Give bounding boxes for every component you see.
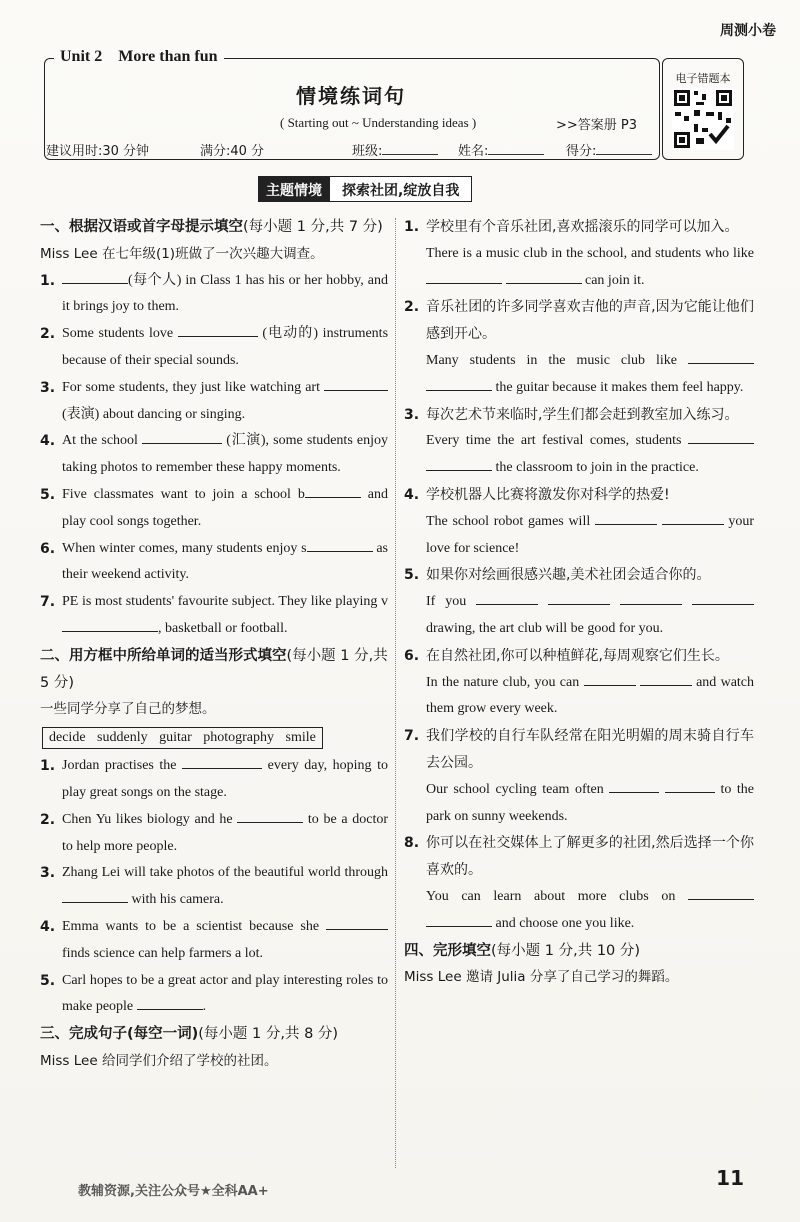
s3-q4: 4. 学校机器人比赛将激发你对科学的热爱! bbox=[404, 486, 670, 503]
s3-q3-blank-1[interactable] bbox=[688, 429, 754, 444]
s2-q4-blank[interactable] bbox=[326, 915, 388, 930]
topic-label: 主题情境 bbox=[258, 176, 330, 202]
s1-q4: 4. At the school (汇演), some students enjoy taking photos to remember these happy moments. bbox=[40, 428, 388, 482]
s1-q7-blank[interactable] bbox=[62, 617, 158, 632]
section-3-title: 三、完成句子(每空一词)(每小题 1 分,共 8 分) bbox=[40, 1026, 339, 1043]
s3-q2-blank-1[interactable] bbox=[688, 349, 754, 364]
answer-reference: >>答案册 P3 bbox=[556, 118, 638, 133]
topic-banner bbox=[258, 176, 472, 202]
s3-q5-blank-1[interactable] bbox=[476, 590, 538, 605]
s1-q6: 6. When winter comes, many students enjoy s as their weekend activity. bbox=[40, 536, 388, 590]
class-field: 班级: bbox=[352, 140, 438, 159]
qr-code-icon[interactable] bbox=[672, 88, 734, 150]
s3-q2-blank-2[interactable] bbox=[426, 376, 492, 391]
section-2-title: 二、用方框中所给单词的适当形式填空(每小题 1 分,共 5 分) bbox=[40, 647, 388, 691]
s3-q3-en: Every time the art festival comes, students the classroom to join in the practice. bbox=[404, 428, 754, 482]
s3-q6-blank-1[interactable] bbox=[584, 671, 636, 686]
s2-q5-blank[interactable] bbox=[137, 995, 203, 1010]
s3-q8-blank-1[interactable] bbox=[688, 885, 754, 900]
s3-q5-blank-4[interactable] bbox=[692, 590, 754, 605]
s3-q4-blank-2[interactable] bbox=[662, 510, 724, 525]
section-1-title: 一、根据汉语或首字母提示填空(每小题 1 分,共 7 分) bbox=[40, 219, 383, 235]
word-box: decide suddenly guitar photography smile bbox=[42, 727, 323, 749]
page-number: 11 bbox=[716, 1166, 744, 1190]
s3-q4-blank-1[interactable] bbox=[595, 510, 657, 525]
full-score: 满分:40 分 bbox=[200, 144, 265, 159]
s1-q3-blank[interactable] bbox=[324, 376, 388, 391]
s3-q5: 5. 如果你对绘画很感兴趣,美术社团会适合你的。 bbox=[404, 567, 711, 584]
s3-q6-en: In the nature club, you can and watch them grow every week. bbox=[404, 670, 754, 724]
s3-q5-blank-3[interactable] bbox=[620, 590, 682, 605]
s1-q1: 1. (每个人) in Class 1 has his or her hobby, and it brings joy to them. bbox=[40, 268, 388, 322]
section-2-intro: 一些同学分享了自己的梦想。 bbox=[40, 701, 216, 718]
s2-q4: 4. Emma wants to be a scientist because she finds science can help farmers a lot. bbox=[40, 914, 388, 968]
s3-q6-blank-2[interactable] bbox=[640, 671, 692, 686]
s2-q2: 2. Chen Yu likes biology and he to be a doctor to help more people. bbox=[40, 807, 388, 861]
s3-q1-blank-1[interactable] bbox=[426, 269, 502, 284]
s3-q8-en: You can learn about more clubs on and choose one you like. bbox=[404, 884, 754, 938]
s3-q6: 6. 在自然社团,你可以种植鲜花,每周观察它们生长。 bbox=[404, 647, 729, 664]
s3-q1-en: There is a music club in the school, and students who like can join it. bbox=[426, 245, 754, 288]
s2-q5: 5. Carl hopes to be a great actor and play interesting roles to make people . bbox=[40, 972, 388, 1015]
s3-q5-en: If you drawing, the art club will be good for you. bbox=[404, 589, 754, 643]
s1-q2-blank[interactable] bbox=[178, 322, 258, 337]
right-column bbox=[404, 214, 754, 991]
footer-text: 教辅资源,关注公众号★全科AA+ bbox=[78, 1184, 269, 1199]
s1-q3: 3. For some students, they just like watching art (表演) about dancing or singing. bbox=[40, 375, 388, 429]
s2-q3-blank[interactable] bbox=[62, 888, 128, 903]
s3-q2: 2. 音乐社团的许多同学喜欢吉他的声音,因为它能让他们感到开心。 bbox=[404, 299, 754, 343]
s3-q3-blank-2[interactable] bbox=[426, 456, 492, 471]
s3-q8-blank-2[interactable] bbox=[426, 912, 492, 927]
column-divider bbox=[395, 218, 396, 1168]
s3-q3: 3. 每次艺术节来临时,学生们都会赶到教室加入练习。 bbox=[404, 406, 739, 423]
s1-q6-blank[interactable] bbox=[307, 537, 373, 552]
section-tag: 周测小卷 bbox=[720, 23, 776, 39]
section-4-title: 四、完形填空(每小题 1 分,共 10 分) bbox=[404, 942, 641, 959]
section-4-intro: Miss Lee 邀请 Julia 分享了自己学习的舞蹈。 bbox=[404, 969, 679, 986]
s1-q1-blank[interactable] bbox=[62, 269, 128, 284]
s3-q7: 7. 我们学校的自行车队经常在阳光明媚的周末骑自行车去公园。 bbox=[404, 728, 754, 771]
score-field: 得分: bbox=[566, 140, 652, 159]
unit-title: Unit 2 More than fun bbox=[54, 48, 224, 66]
s3-q7-blank-1[interactable] bbox=[609, 778, 659, 793]
s2-q2-blank[interactable] bbox=[237, 808, 303, 823]
s2-q1: 1. Jordan practises the every day, hoping to play great songs on the stage. bbox=[40, 753, 388, 807]
suggested-time: 建议用时:30 分钟 bbox=[46, 144, 150, 159]
topic-text: 探索社团,绽放自我 bbox=[330, 176, 472, 202]
s3-q2-en: Many students in the music club like the guitar because it makes them feel happy. bbox=[404, 348, 754, 402]
s1-q4-blank[interactable] bbox=[142, 429, 222, 444]
page-subtitle: ( Starting out ~ Understanding ideas ) bbox=[280, 115, 477, 130]
s1-q5: 5. Five classmates want to join a school b and play cool songs together. bbox=[40, 482, 388, 536]
s3-q8: 8. 你可以在社交媒体上了解更多的社团,然后选择一个你喜欢的。 bbox=[404, 835, 754, 879]
name-field: 姓名: bbox=[458, 140, 544, 159]
page-title: 情境练词句 bbox=[296, 84, 406, 108]
s3-q7-en: Our school cycling team often to the park on sunny weekends. bbox=[404, 777, 754, 831]
s3-q1: 1. 学校里有个音乐社团,喜欢摇滚乐的同学可以加入。 bbox=[404, 219, 739, 235]
s1-q2: 2. Some students love (电动的) instruments because of their special sounds. bbox=[40, 321, 388, 375]
section-3-intro: Miss Lee 给同学们介绍了学校的社团。 bbox=[40, 1052, 278, 1069]
section-1-intro: Miss Lee 在七年级(1)班做了一次兴趣大调查。 bbox=[40, 245, 324, 262]
s2-q3: 3. Zhang Lei will take photos of the beautiful world through with his camera. bbox=[40, 865, 388, 908]
s1-q7: 7. PE is most students' favourite subject. They like playing v, basketball or football. bbox=[40, 594, 388, 636]
qr-label: 电子错题本 bbox=[675, 72, 731, 85]
s3-q5-blank-2[interactable] bbox=[548, 590, 610, 605]
left-column bbox=[40, 214, 388, 1075]
s3-q1-blank-2[interactable] bbox=[506, 269, 582, 284]
s1-q5-blank[interactable] bbox=[305, 483, 361, 498]
s3-q4-en: The school robot games will your love for science! bbox=[404, 509, 754, 563]
s3-q7-blank-2[interactable] bbox=[665, 778, 715, 793]
s2-q1-blank[interactable] bbox=[182, 754, 262, 769]
